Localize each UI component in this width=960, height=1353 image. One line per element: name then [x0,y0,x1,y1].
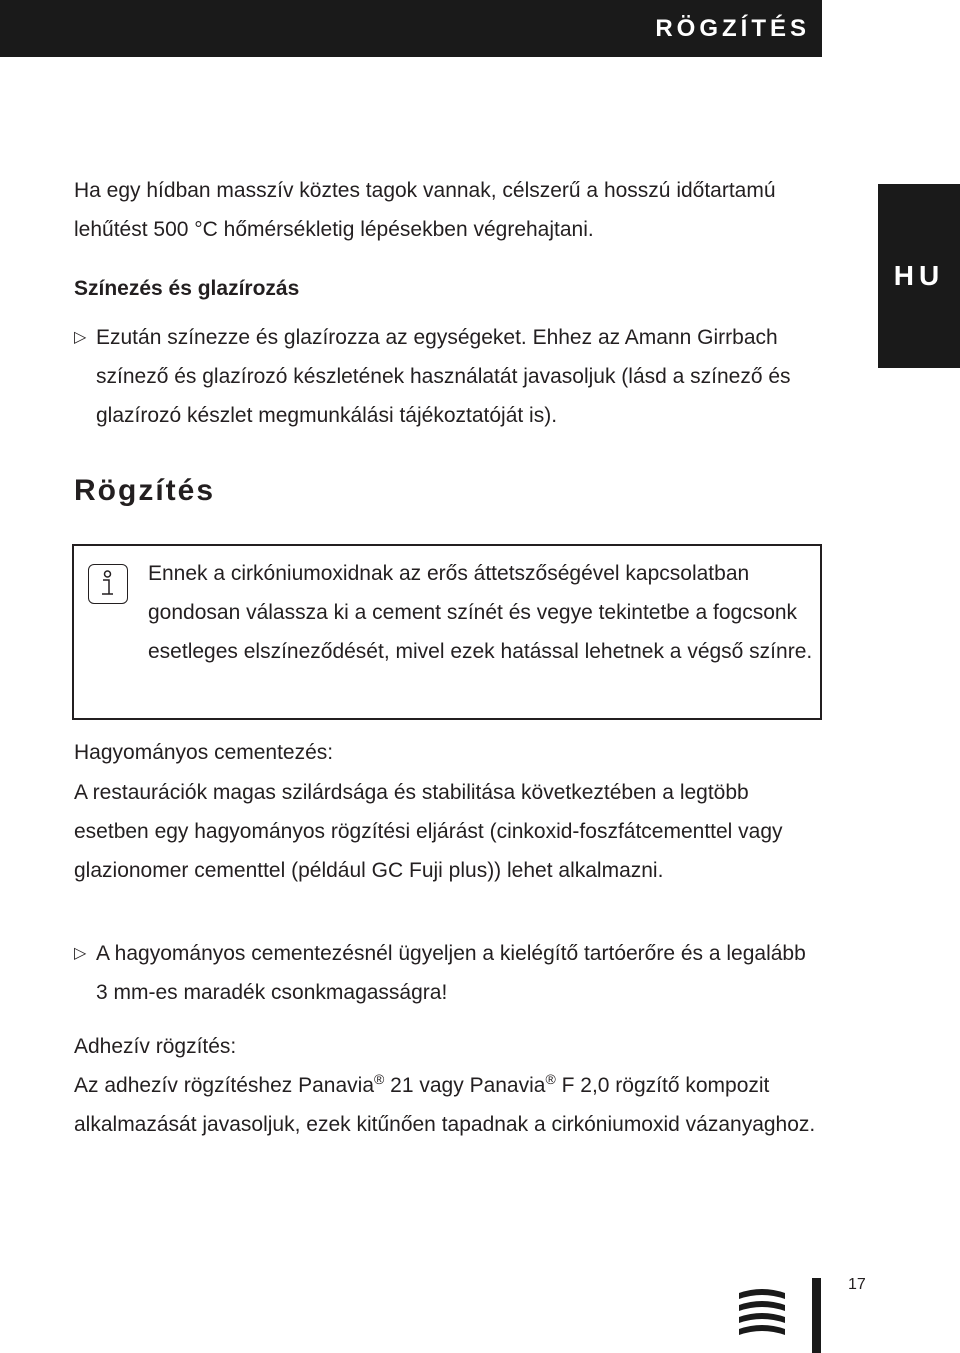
adhesive-text-part1: Az adhezív rögzítéshez Panavia [74,1074,375,1097]
staining-heading: Színezés és glazírozás [74,277,300,300]
conventional-bullet-text: A hagyományos cementezésnél ügyeljen a kielégítő tartóerőre és a legalább 3 mm-es maradék csonkmagasságra! [96,942,806,1004]
registered-mark: ® [374,1071,385,1087]
section-title: Rögzítés [74,474,216,507]
language-code: HU [893,260,945,291]
triangle-bullet-icon: ▷ [74,945,87,962]
amann-girrbach-logo-icon [737,1287,787,1335]
adhesive-text-part3: F 2,0 rögzítő kompozit alkalmazását javasoljuk, ezek kitűnően tapadnak a cirkóniumoxid vázanyaghoz. [74,1074,816,1136]
triangle-bullet-icon: ▷ [74,329,87,346]
info-note-text: Ennek a cirkóniumoxidnak az erős áttetszőségével kapcsolatban gondosan válassza ki a cement színét és vegye tekintetbe a fogcsonk esetleges elszíneződését, mivel ezek hatással lehetnek a végső színre. [148,562,813,663]
conventional-bullet [74,934,819,1012]
header-title: RÖGZÍTÉS [655,14,810,42]
registered-mark: ® [545,1071,556,1087]
conventional-label: Hagyományos cementezés: [74,741,334,764]
staining-bullet [74,318,819,435]
adhesive-label: Adhezív rögzítés: [74,1035,237,1058]
footer-divider [812,1278,821,1353]
conventional-text: A restaurációk magas szilárdsága és stabilitása következtében a legtöbb esetben egy hagyományos rögzítési eljárást (cinkoxid-foszfátcementtel vagy glazionomer cementtel (például GC Fuji plus)) lehet alkalmazni. [74,781,783,882]
info-note-box [72,544,822,720]
adhesive-text-part2: 21 vagy Panavia [384,1074,546,1097]
intro-paragraph: Ha egy hídban masszív köztes tagok vannak, célszerű a hosszú időtartamú lehűtést 500 °C hőmérsékletig lépésekben végrehajtani. [74,179,776,241]
info-icon-glyph [89,565,126,602]
header-bar [0,0,822,57]
page-number: 17 [848,1276,866,1293]
staining-bullet-text: Ezután színezze és glazírozza az egységeket. Ehhez az Amann Girrbach színező és glazírozó készletének használatát javasoljuk (lásd a színező és glazírozó készlet megmunkálási tájékoztatóját is). [96,326,791,427]
adhesive-text [74,1066,819,1144]
language-tab [878,184,960,368]
info-icon [88,564,128,604]
